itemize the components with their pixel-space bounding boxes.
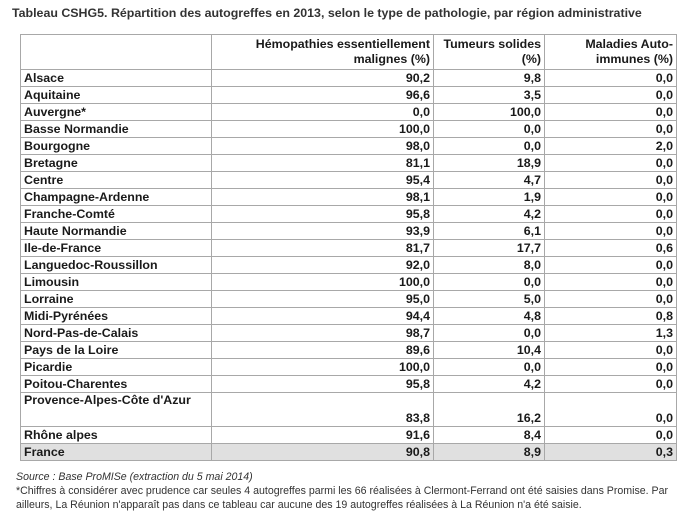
table-row [21, 325, 677, 342]
region-cell: Provence-Alpes-Côte d'Azur [21, 393, 212, 427]
hemopathies-cell: 91,6 [212, 427, 434, 444]
table-row [21, 223, 677, 240]
table-row [21, 104, 677, 121]
maladies-cell: 0,0 [545, 257, 677, 274]
table-row [21, 189, 677, 206]
hemopathies-cell: 98,0 [212, 138, 434, 155]
region-cell: Bourgogne [21, 138, 212, 155]
region-cell: Ile-de-France [21, 240, 212, 257]
region-cell: Poitou-Charentes [21, 376, 212, 393]
table-row [21, 206, 677, 223]
tumeurs-cell: 8,0 [434, 257, 545, 274]
table-row [21, 393, 677, 427]
region-cell: Basse Normandie [21, 121, 212, 138]
region-cell: Haute Normandie [21, 223, 212, 240]
region-cell: Nord-Pas-de-Calais [21, 325, 212, 342]
hemopathies-cell: 98,1 [212, 189, 434, 206]
table-row [21, 274, 677, 291]
maladies-cell: 0,0 [545, 291, 677, 308]
hemopathies-cell: 92,0 [212, 257, 434, 274]
region-cell: Franche-Comté [21, 206, 212, 223]
region-cell: Rhône alpes [21, 427, 212, 444]
table-body [21, 70, 677, 461]
maladies-cell: 0,0 [545, 427, 677, 444]
maladies-cell: 0,0 [545, 172, 677, 189]
region-cell: Auvergne* [21, 104, 212, 121]
hemopathies-cell: 90,2 [212, 70, 434, 87]
region-cell: Bretagne [21, 155, 212, 172]
hemopathies-cell: 94,4 [212, 308, 434, 325]
region-cell: Champagne-Ardenne [21, 189, 212, 206]
tumeurs-cell: 0,0 [434, 359, 545, 376]
hemopathies-cell: 95,4 [212, 172, 434, 189]
hemopathies-cell: 96,6 [212, 87, 434, 104]
table-title-text: Répartition des autogreffes en 2013, selon le type de pathologie, par région administrative [110, 6, 642, 20]
hemopathies-cell: 81,7 [212, 240, 434, 257]
table-row [21, 427, 677, 444]
header-tumeurs: Tumeurs solides (%) [434, 35, 545, 70]
tumeurs-cell: 3,5 [434, 87, 545, 104]
maladies-cell: 2,0 [545, 138, 677, 155]
table-title-label: Tableau CSHG5. [12, 6, 108, 20]
maladies-cell: 0,0 [545, 155, 677, 172]
maladies-cell: 0,8 [545, 308, 677, 325]
region-cell: Alsace [21, 70, 212, 87]
tumeurs-cell: 18,9 [434, 155, 545, 172]
table-row [21, 70, 677, 87]
tumeurs-cell: 0,0 [434, 121, 545, 138]
maladies-cell: 0,0 [545, 70, 677, 87]
table-row [21, 376, 677, 393]
tumeurs-cell: 4,8 [434, 308, 545, 325]
maladies-cell: 0,3 [545, 444, 677, 461]
maladies-cell: 0,0 [545, 206, 677, 223]
table-row [21, 155, 677, 172]
hemopathies-cell: 90,8 [212, 444, 434, 461]
tumeurs-cell: 0,0 [434, 325, 545, 342]
hemopathies-cell: 0,0 [212, 104, 434, 121]
tumeurs-cell: 8,9 [434, 444, 545, 461]
tumeurs-cell: 1,9 [434, 189, 545, 206]
region-cell: Languedoc-Roussillon [21, 257, 212, 274]
table-row [21, 257, 677, 274]
tumeurs-cell: 0,0 [434, 274, 545, 291]
maladies-cell: 0,0 [545, 104, 677, 121]
table-row [21, 121, 677, 138]
tumeurs-cell: 4,2 [434, 376, 545, 393]
source-note: Source : Base ProMISe (extraction du 5 mai 2014) [16, 471, 253, 483]
table-row [21, 172, 677, 189]
region-cell: Midi-Pyrénées [21, 308, 212, 325]
hemopathies-cell: 81,1 [212, 155, 434, 172]
tumeurs-cell: 0,0 [434, 138, 545, 155]
maladies-cell: 0,6 [545, 240, 677, 257]
tumeurs-cell: 4,7 [434, 172, 545, 189]
hemopathies-cell: 95,0 [212, 291, 434, 308]
tumeurs-cell: 100,0 [434, 104, 545, 121]
table-row [21, 342, 677, 359]
hemopathies-cell: 100,0 [212, 274, 434, 291]
maladies-cell: 0,0 [545, 342, 677, 359]
region-cell: Aquitaine [21, 87, 212, 104]
maladies-cell: 0,0 [545, 189, 677, 206]
table-row [21, 308, 677, 325]
maladies-cell: 0,0 [545, 359, 677, 376]
tumeurs-cell: 16,2 [434, 393, 545, 427]
maladies-cell: 0,0 [545, 87, 677, 104]
hemopathies-cell: 93,9 [212, 223, 434, 240]
notes [16, 470, 697, 512]
footnote: *Chiffres à considérer avec prudence car seules 4 autogreffes parmi les 66 réalisées à Clermont-Ferrand ont été saisies dans Promise. Par ailleurs, La Réunion n'apparaît pas dans ce tableau car aucune des 19 autogreffes réalisées à La Réunion n'a été saisie. [16, 485, 669, 511]
hemopathies-cell: 98,7 [212, 325, 434, 342]
table-title [12, 6, 697, 20]
maladies-cell: 0,0 [545, 376, 677, 393]
hemopathies-cell: 89,6 [212, 342, 434, 359]
region-cell: Picardie [21, 359, 212, 376]
region-cell: France [21, 444, 212, 461]
maladies-cell: 0,0 [545, 393, 677, 427]
maladies-cell: 0,0 [545, 121, 677, 138]
maladies-cell: 0,0 [545, 274, 677, 291]
table-row [21, 138, 677, 155]
tumeurs-cell: 4,2 [434, 206, 545, 223]
region-cell: Pays de la Loire [21, 342, 212, 359]
table-row [21, 87, 677, 104]
total-row [21, 444, 677, 461]
maladies-cell: 1,3 [545, 325, 677, 342]
tumeurs-cell: 5,0 [434, 291, 545, 308]
hemopathies-cell: 83,8 [212, 393, 434, 427]
table-row [21, 240, 677, 257]
table-row [21, 291, 677, 308]
table-row [21, 359, 677, 376]
header-maladies: Maladies Auto-immunes (%) [545, 35, 677, 70]
tumeurs-cell: 8,4 [434, 427, 545, 444]
header-region [21, 35, 212, 70]
maladies-cell: 0,0 [545, 223, 677, 240]
hemopathies-cell: 100,0 [212, 359, 434, 376]
region-cell: Lorraine [21, 291, 212, 308]
tumeurs-cell: 10,4 [434, 342, 545, 359]
tumeurs-cell: 17,7 [434, 240, 545, 257]
hemopathies-cell: 95,8 [212, 376, 434, 393]
tumeurs-cell: 9,8 [434, 70, 545, 87]
header-row [21, 35, 677, 70]
region-cell: Centre [21, 172, 212, 189]
hemopathies-cell: 95,8 [212, 206, 434, 223]
hemopathies-cell: 100,0 [212, 121, 434, 138]
tumeurs-cell: 6,1 [434, 223, 545, 240]
data-table [20, 34, 677, 461]
header-hemopathies: Hémopathies essentiellement malignes (%) [212, 35, 434, 70]
region-cell: Limousin [21, 274, 212, 291]
